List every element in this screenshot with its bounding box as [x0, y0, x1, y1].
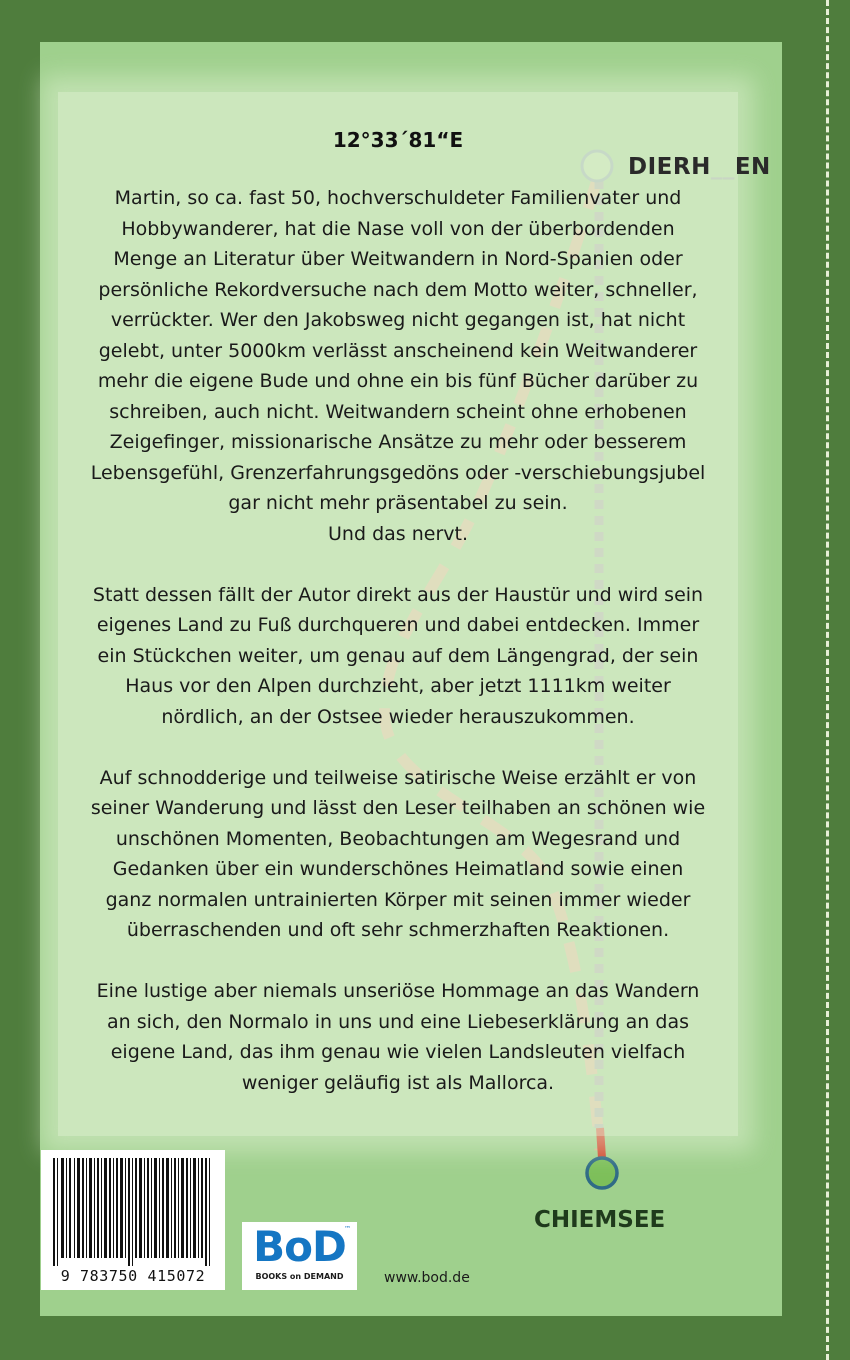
coordinate-heading: 12°33´81“E [332, 128, 464, 152]
trademark-sign: ™ [344, 1225, 351, 1233]
isbn-digits: 9 783750 415072 [60, 1267, 206, 1285]
publisher-logo [242, 1222, 357, 1290]
barcode-bars [41, 1150, 225, 1268]
bod-logo-mark: BoD [253, 1222, 346, 1271]
publisher-url: www.bod.de [384, 1270, 470, 1286]
bod-tagline: BOOKS on DEMAND [255, 1272, 344, 1281]
end-place-label: CHIEMSEE [534, 1207, 666, 1233]
end-marker-icon [587, 1158, 617, 1188]
blurb-paragraph: Auf schnodderige und teilweise satirische Weise erzählt er von seiner Wanderung und lässt den Leser teilhaben an schönen wie unschönen Momenten, Beobachtungen am Wegesrand und Gedanken über ein wunderschönes Heimatland sowie einen ganz normalen untrainierten Körper mit seinen immer wieder überraschenden und oft sehr schmerzhaften Reaktionen. [90, 766, 706, 941]
blurb-paragraph: Martin, so ca. fast 50, hochverschuldeter Familienvater und Hobbywanderer, hat die Nase voll von der überbordenden Menge an Literatur über Weitwandern in Nord-Spanien oder persönliche Rekordversuche nach dem Motto weiter, schneller, verrückter. Wer den Jakobsweg nicht gegangen ist, hat nicht gelebt, unter 5000km verlässt anscheinend kein Weitwanderer mehr die eigene Bude und ohne ein bis fünf Bücher darüber zu schreiben, auch nicht. Weitwandern scheint ohne erhobenen Zeigefinger, missionarische Ansätze zu mehr oder besserem Lebensgefühl, Grenzerfahrungsgedöns oder -verschiebungsjubel gar nicht mehr präsentabel zu sein. Und das nervt. [90, 187, 706, 545]
blurb-paragraph: Statt dessen fällt der Autor direkt aus der Haustür und wird sein eigenes Land zu Fuß durchqueren und dabei entdecken. Immer ein Stückchen weiter, um genau auf dem Längengrad, der sein Haus vor den Alpen durchzieht, aber jetzt 1111km weiter nördlich, an der Ostsee wieder herauszukommen. [92, 583, 704, 728]
start-label-faded: __ [710, 154, 735, 180]
start-label-part: DIERH [628, 154, 711, 180]
blurb-paragraph: Eine lustige aber niemals unseriöse Hommage an das Wandern an sich, den Normalo in uns und eine Liebeserklärung an das eigene Land, das ihm genau wie vielen Landsleuten vielfach weniger geläufig ist als Mallorca. [96, 980, 700, 1094]
start-label-end: EN [734, 154, 771, 180]
start-place-label [628, 154, 771, 180]
isbn-barcode [41, 1150, 225, 1290]
blurb-text [58, 183, 738, 1129]
